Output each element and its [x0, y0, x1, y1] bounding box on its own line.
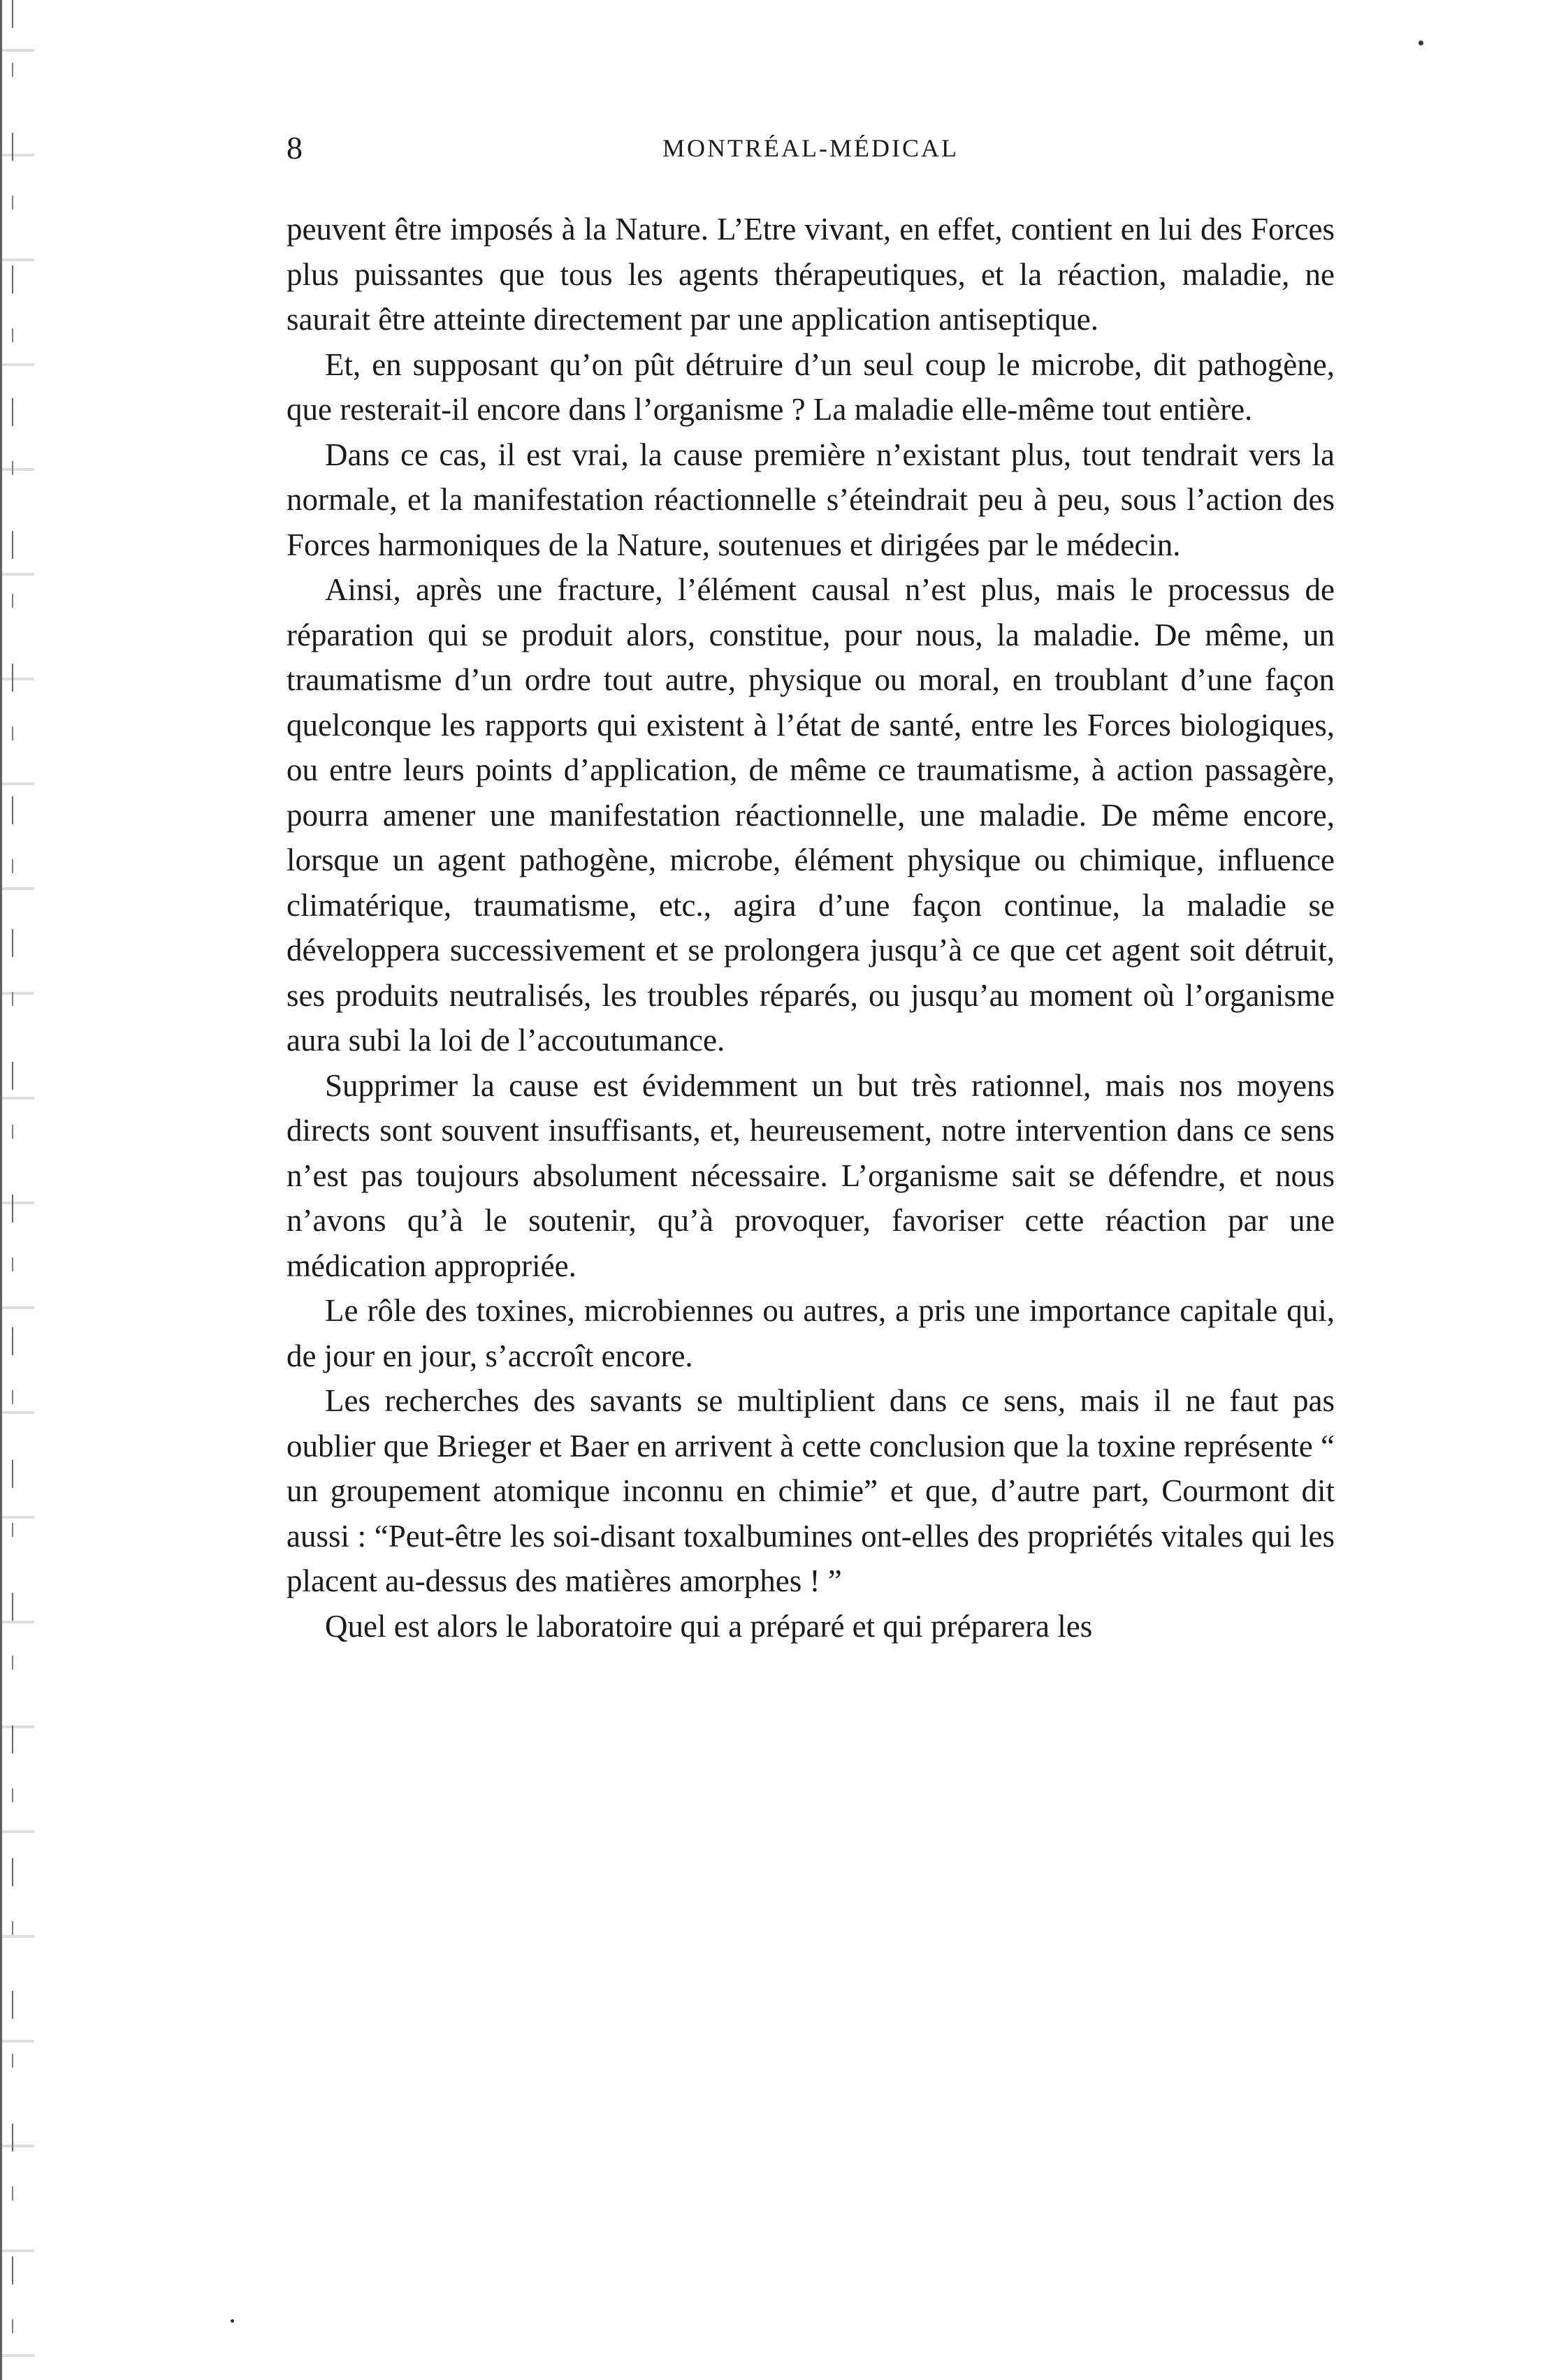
paragraph: Dans ce cas, il est vrai, la cause première n’existant plus, tout tendrait vers la normale, et la manifestation réactionnelle s’éteindrait peu à peu, sous l’action des Forces harmoniques de la Nature, soutenues et dirigées par le médecin. — [286, 437, 1335, 562]
scan-speck — [1419, 41, 1423, 45]
paragraph: Les recherches des savants se multiplient dans ce sens, mais il ne faut pas oublier que Brieger et Baer en arrivent à cette conclusion que la toxine représente “ un groupement atomique inconnu en chimie” et que, d’autre part, Courmont dit aussi : “Peut-être les soi-disant toxalbumines ont-elles des propriétés vitales qui les placent au-dessus des matières amorphes ! ” — [286, 1383, 1335, 1598]
page-number: 8 — [286, 130, 303, 166]
paragraph: Le rôle des toxines, microbiennes ou autres, a pris une importance capitale qui, de jour en jour, s’accroît encore. — [286, 1293, 1335, 1373]
paragraph-last: Quel est alors le laboratoire qui a préparé et qui préparera les — [325, 1608, 1093, 1644]
paragraph: Et, en supposant qu’on pût détruire d’un seul coup le microbe, dit pathogène, que resterait-il encore dans l’organisme ? La maladie elle-même tout entière. — [286, 346, 1335, 427]
scan-speck — [231, 2319, 234, 2323]
binding-edge — [0, 0, 34, 2380]
binding-line — [12, 0, 13, 2380]
paragraph: Ainsi, après une fracture, l’élément causal n’est plus, mais le processus de réparation qui se produit alors, constitue, pour nous, la maladie. De même, un traumatisme d’un ordre tout autre, physique ou moral, en troublant d’une façon quelconque les rapports qui existent à l’état de santé, entre les Forces biologiques, ou entre leurs points d’application, de même ce traumatisme, à action passagère, pourra amener une manifestation réactionnelle, une maladie. De même encore, lorsque un agent pathogène, microbe, élément physique ou chimique, influence climatérique, traumatisme, etc., agira d’une façon continue, la maladie se développera successivement et se prolongera jusqu’à ce que cet agent soit détruit, ses produits neutralisés, les troubles réparés, ou jusqu’au moment où l’organisme aura subi la loi de l’accoutumance. — [286, 572, 1335, 1058]
running-title: MONTRÉAL-MÉDICAL — [662, 134, 959, 162]
page-header — [286, 129, 1335, 171]
paragraph-continuation: peuvent être imposés à la Nature. L’Etre vivant, en effet, contient en lui des Forces plus puissantes que tous les agents thérapeutiques, et la réaction, maladie, ne saurait être atteinte directement par une application antiseptique. — [286, 212, 1335, 337]
paragraph: Supprimer la cause est évidemment un but très rationnel, mais nos moyens directs sont souvent insuffisants, et, heureusement, notre intervention dans ce sens n’est pas toujours absolument nécessaire. L’organisme sait se défendre, et nous n’avons qu’à le soutenir, qu’à provoquer, favoriser cette réaction par une médication appropriée. — [286, 1067, 1335, 1283]
body-text — [286, 207, 1335, 1649]
